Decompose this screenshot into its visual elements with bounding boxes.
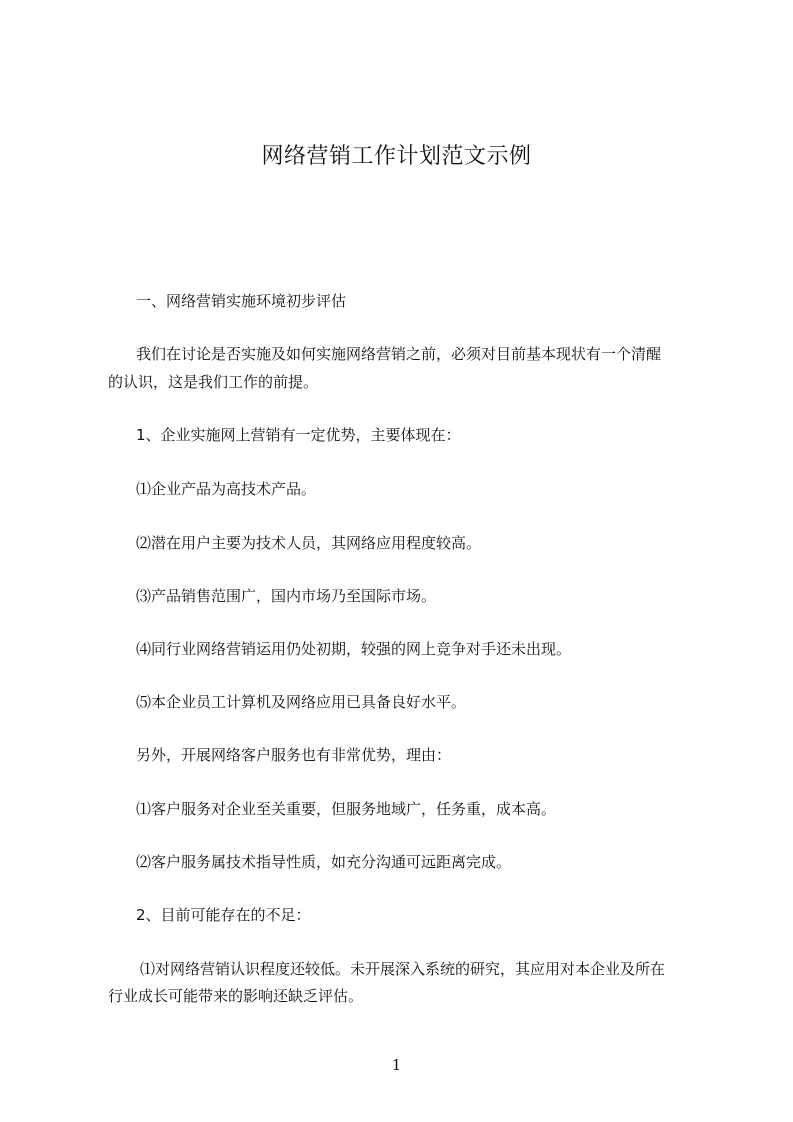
list-item-advantage-2: ⑵潜在用户主要为技术人员，其网络应用程度较高。 [136, 534, 482, 552]
list-item-shortcoming-1-line-2: 行业成长可能带来的影响还缺乏评估。 [108, 987, 364, 1005]
list-item-service-1: ⑴客户服务对企业至关重要，但服务地域广，任务重，成本高。 [136, 800, 557, 818]
section-heading-1: 一、网络营销实施环境初步评估 [136, 292, 347, 310]
subheading-advantages: 1、企业实施网上营销有一定优势，主要体现在： [136, 426, 461, 444]
subheading-shortcomings: 2、目前可能存在的不足： [136, 906, 311, 924]
page-number: 1 [391, 1056, 402, 1074]
paragraph-intro-line-1: 我们在讨论是否实施及如何实施网络营销之前，必须对目前基本现状有一个清醒 [136, 345, 662, 363]
list-item-advantage-5: ⑸本企业员工计算机及网络应用已具备良好水平。 [136, 693, 467, 711]
paragraph-intro-line-2: 的认识，这是我们工作的前提。 [108, 373, 319, 391]
paragraph-service-advantage: 另外，开展网络客户服务也有非常优势，理由： [136, 746, 452, 764]
list-item-service-2: ⑵客户服务属技术指导性质，如充分沟通可远距离完成。 [136, 853, 512, 871]
list-item-advantage-1: ⑴企业产品为高技术产品。 [136, 480, 317, 498]
list-item-shortcoming-1-line-1: ⑴对网络营销认识程度还较低。未开展深入系统的研究，其应用对本企业及所在 [140, 960, 666, 978]
document-title: 网络营销工作计划范文示例 [261, 144, 532, 169]
list-item-advantage-3: ⑶产品销售范围广，国内市场乃至国际市场。 [136, 587, 437, 605]
list-item-advantage-4: ⑷同行业网络营销运用仍处初期，较强的网上竞争对手还未出现。 [136, 640, 572, 658]
